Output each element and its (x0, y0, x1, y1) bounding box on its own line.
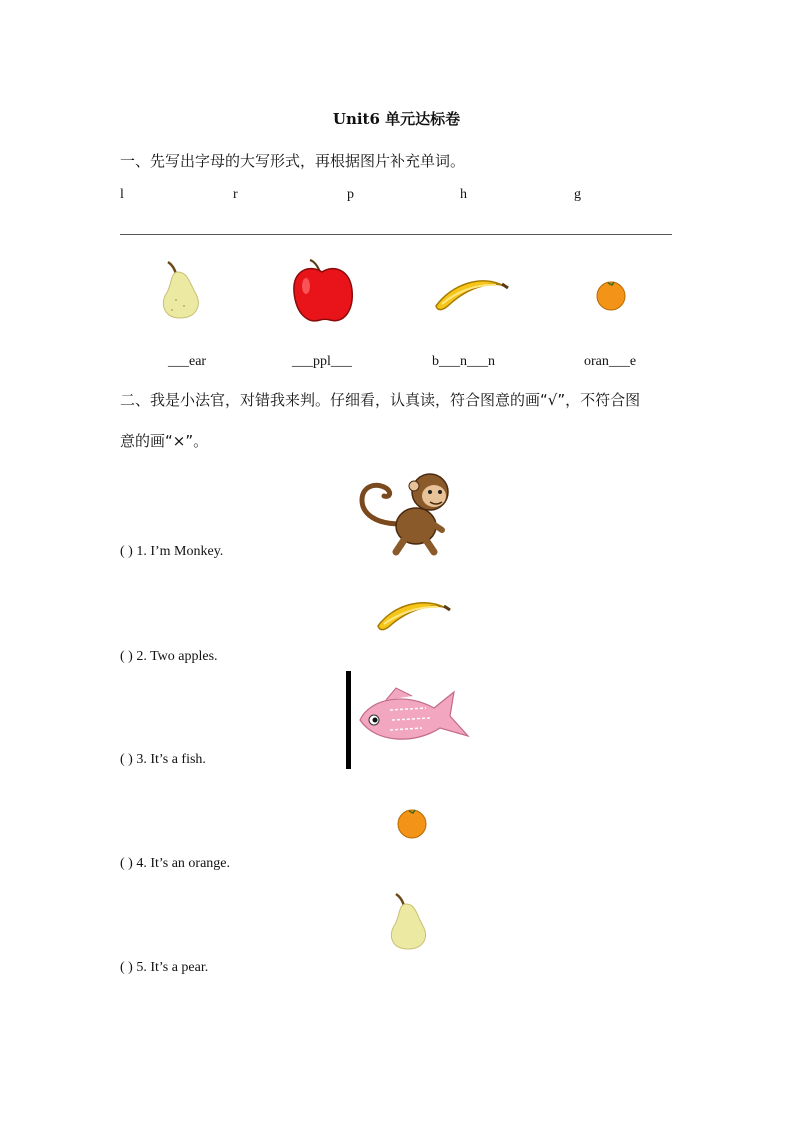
word-blank: ___ppl___ (292, 354, 352, 369)
answer-line (120, 234, 672, 235)
letter-item: r (233, 187, 238, 202)
pear-icon (386, 892, 432, 952)
question-4: ( ) 4. It’s an orange. (120, 856, 231, 871)
fish-icon (356, 686, 474, 748)
letter-item: g (574, 187, 581, 202)
question-2: ( ) 2. Two apples. (120, 649, 218, 664)
divider-bar (346, 671, 351, 769)
word-blank: ___ear (168, 354, 207, 369)
question-3: ( ) 3. It’s a fish. (120, 752, 206, 767)
section2-heading-line1: 二、我是小法官，对错我来判。仔细看，认真读，符合图意的画“√”，不符合图 (120, 391, 641, 409)
orange-icon (396, 808, 430, 840)
question-5: ( ) 5. It’s a pear. (120, 960, 209, 975)
orange-icon (594, 280, 630, 312)
letter-item: p (347, 187, 354, 202)
page-title: Unit6 单元达标卷 (332, 110, 461, 128)
question-1: ( ) 1. I’m Monkey. (120, 544, 224, 559)
section1-heading: 一、先写出字母的大写形式，再根据图片补充单词。 (120, 152, 466, 170)
letter-item: h (460, 187, 467, 202)
banana-icon (432, 268, 510, 314)
banana-icon (374, 592, 452, 634)
section2-heading-line2: 意的画“×”。 (120, 432, 209, 450)
apple-icon (290, 258, 356, 326)
monkey-icon (356, 464, 460, 558)
word-blank: b___n___n (432, 354, 495, 369)
word-blank: oran___e (584, 354, 637, 369)
letter-item: l (120, 187, 124, 202)
pear-icon (158, 260, 206, 322)
